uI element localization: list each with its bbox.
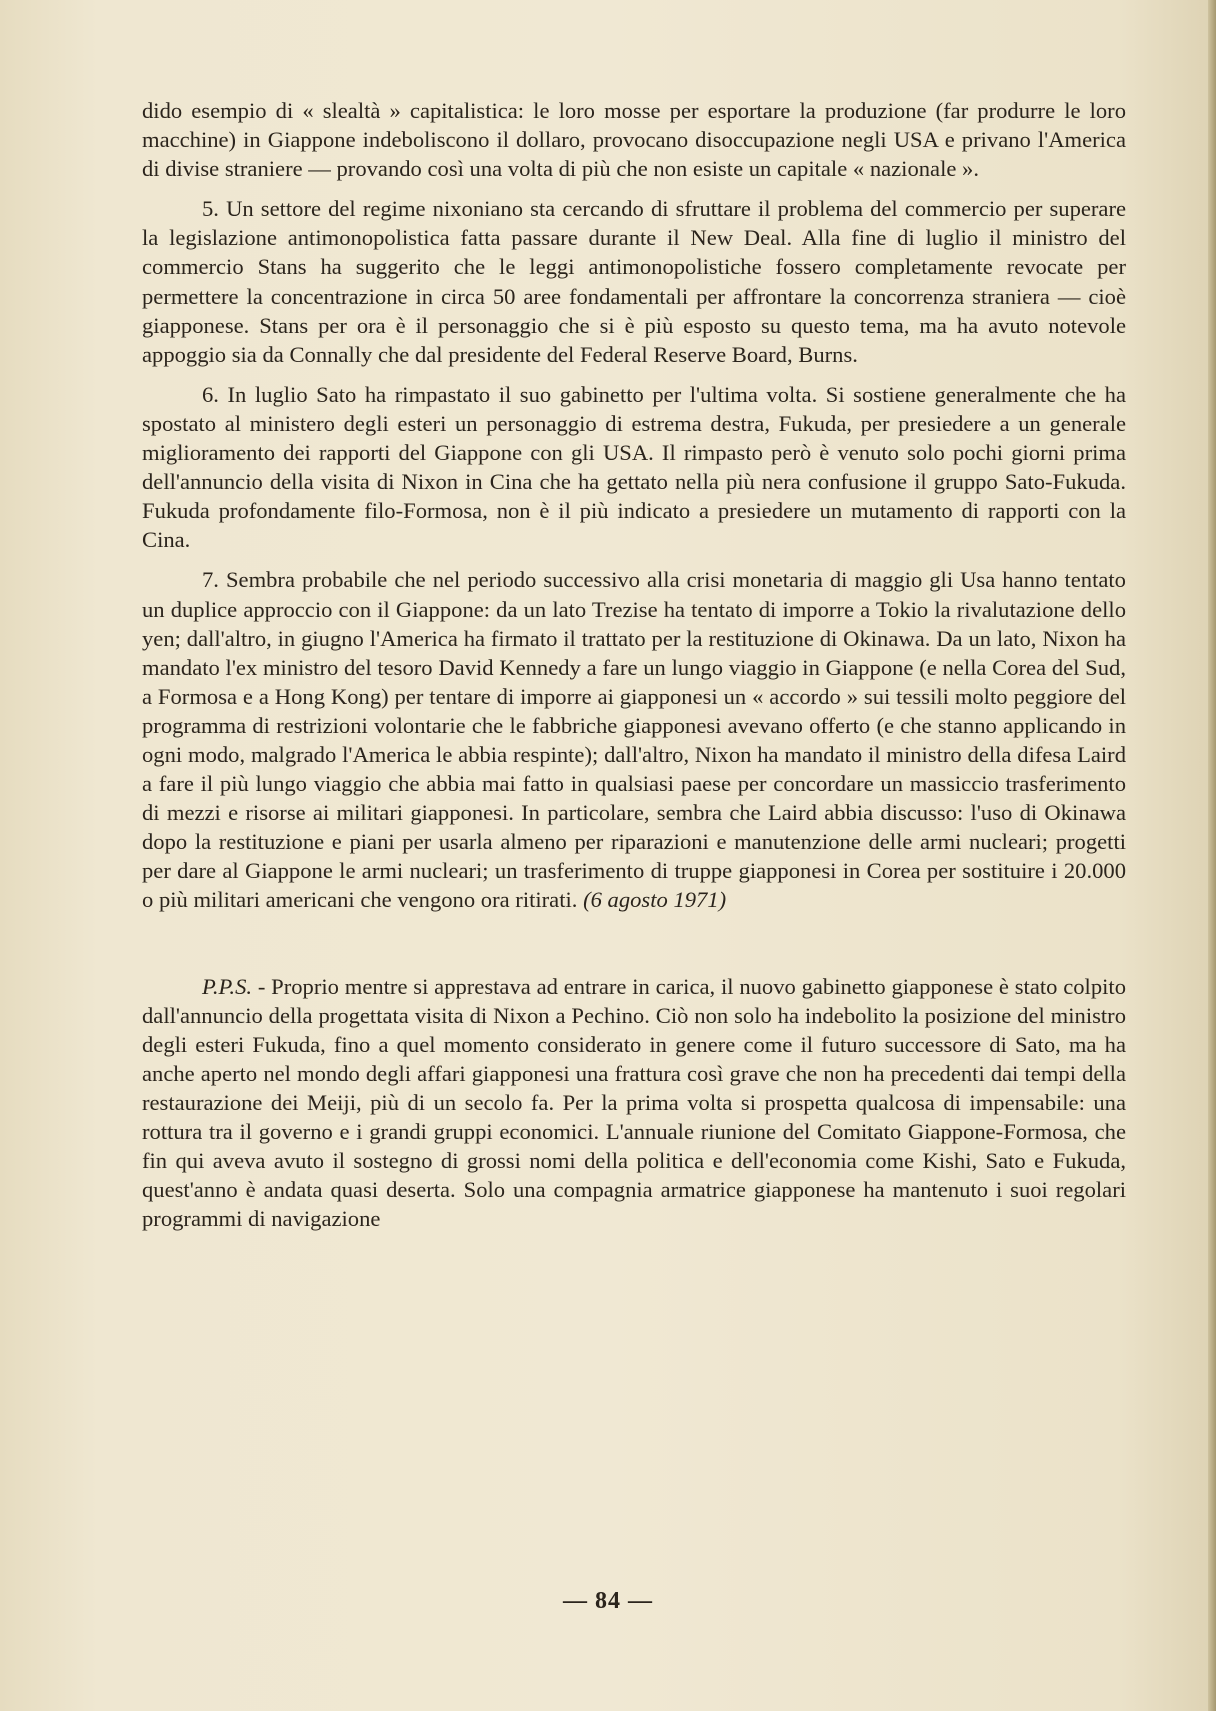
- paragraph-pps: [142, 972, 1126, 1234]
- paragraph-text: In luglio Sato ha rimpastato il suo gabinetto per l'ultima volta. Si sostiene generalmente che ha spostato al ministero degli esteri un personaggio di estrema destra, Fukuda, per presiedere a un generale miglioramento dei rapporti del Giappone con gli USA. Il rimpasto però è venuto solo pochi giorni prima dell'annuncio della visita di Nixon in Cina che ha gettato nella più nera confusione il gruppo Sato-Fukuda. Fukuda profondamente filo-Formosa, non è il più indicato a presiedere un mutamento di rapporti con la Cina.: [142, 381, 1126, 553]
- paragraph-6: [142, 380, 1126, 555]
- paragraph-text: - Proprio mentre si apprestava ad entrare in carica, il nuovo gabinetto giapponese è stato colpito dall'annuncio della progettata visita di Nixon a Pechino. Ciò non solo ha indebolito la posizione del ministro degli esteri Fukuda, fino a quel momento considerato in genere come il futuro successore di Sato, ma ha anche aperto nel mondo degli affari giapponesi una frattura così grave che non ha precedenti dai tempi della restaurazione dei Meiji, più di un secolo fa. Per la prima volta si prospetta qualcosa di impensabile: una rottura tra il governo e i grandi gruppi economici. L'annuale riunione del Comitato Giappone-Formosa, che fin qui aveva avuto il sostegno di grossi nomi della politica e dell'economia come Kishi, Sato e Fukuda, quest'anno è andata quasi deserta. Solo una compagnia armatrice giapponese ha mantenuto i suoi regolari programmi di navigazione: [142, 973, 1126, 1232]
- paragraph-text: dido esempio di « slealtà » capitalistica: le loro mosse per esportare la produzione (far produrre le loro macchine) in Giappone indeboliscono il dollaro, provocano disoccupazione negli USA e privano l'America di divise straniere — provando così una volta di più che non esiste un capitale « nazionale ».: [142, 98, 1126, 182]
- paragraph-continuation: [142, 96, 1126, 183]
- pps-label: P.P.S.: [202, 973, 253, 999]
- paragraph-number: 6.: [202, 381, 219, 407]
- paragraph-5: [142, 194, 1126, 369]
- body-text: [142, 96, 1126, 1233]
- paragraph-text: Un settore del regime nixoniano sta cercando di sfruttare il problema del commercio per superare la legislazione antimonopolistica fatta passare durante il New Deal. Alla fine di luglio il ministro del commercio Stans ha suggerito che le leggi antimonopolistiche fossero completamente revocate per permettere la concentrazione in circa 50 aree fondamentali per affrontare la concorrenza straniera — cioè giapponese. Stans per ora è il personaggio che si è più esposto su questo tema, ma ha avuto notevole appoggio sia da Connally che dal presidente del Federal Reserve Board, Burns.: [142, 196, 1126, 367]
- paragraph-number: 5.: [202, 196, 219, 222]
- page-number: — 84 —: [563, 1588, 653, 1614]
- paragraph-number: 7.: [202, 567, 219, 593]
- paragraph-7: [142, 565, 1126, 914]
- paragraph-text: Sembra probabile che nel periodo successivo alla crisi monetaria di maggio gli Usa hanno tentato un duplice approccio con il Giappone: da un lato Trezise ha tentato di imporre a Tokio la rivalutazione dello yen; dall'altro, in giugno l'America ha firmato il trattato per la restituzione di Okinawa. Da un lato, Nixon ha mandato l'ex ministro del tesoro David Kennedy a fare un lungo viaggio in Giappone (e nella Corea del Sud, a Formosa e a Hong Kong) per tentare di imporre ai giapponesi un « accordo » sui tessili molto peggiore del programma di restrizioni volontarie che le fabbriche giapponesi avevano offerto (e che stanno applicando in ogni modo, malgrado l'America le abbia respinte); dall'altro, Nixon ha mandato il ministro della difesa Laird a fare il più lungo viaggio che abbia mai fatto in qualsiasi paese per concordare un massiccio trasferimento di mezzi e risorse ai militari giapponesi. In particolare, sembra che Laird abbia discusso: l'uso di Okinawa dopo la restituzione e piani per usarla almeno per riparazioni e manutenzione delle armi nucleari; progetti per dare al Giappone le armi nucleari; un trasferimento di truppe giapponesi in Corea per sostituire i 20.000 o più militari americani che vengono ora ritirati.: [142, 567, 1126, 913]
- page-edge-shadow: [1208, 0, 1216, 1711]
- paragraph-date: (6 agosto 1971): [583, 887, 727, 913]
